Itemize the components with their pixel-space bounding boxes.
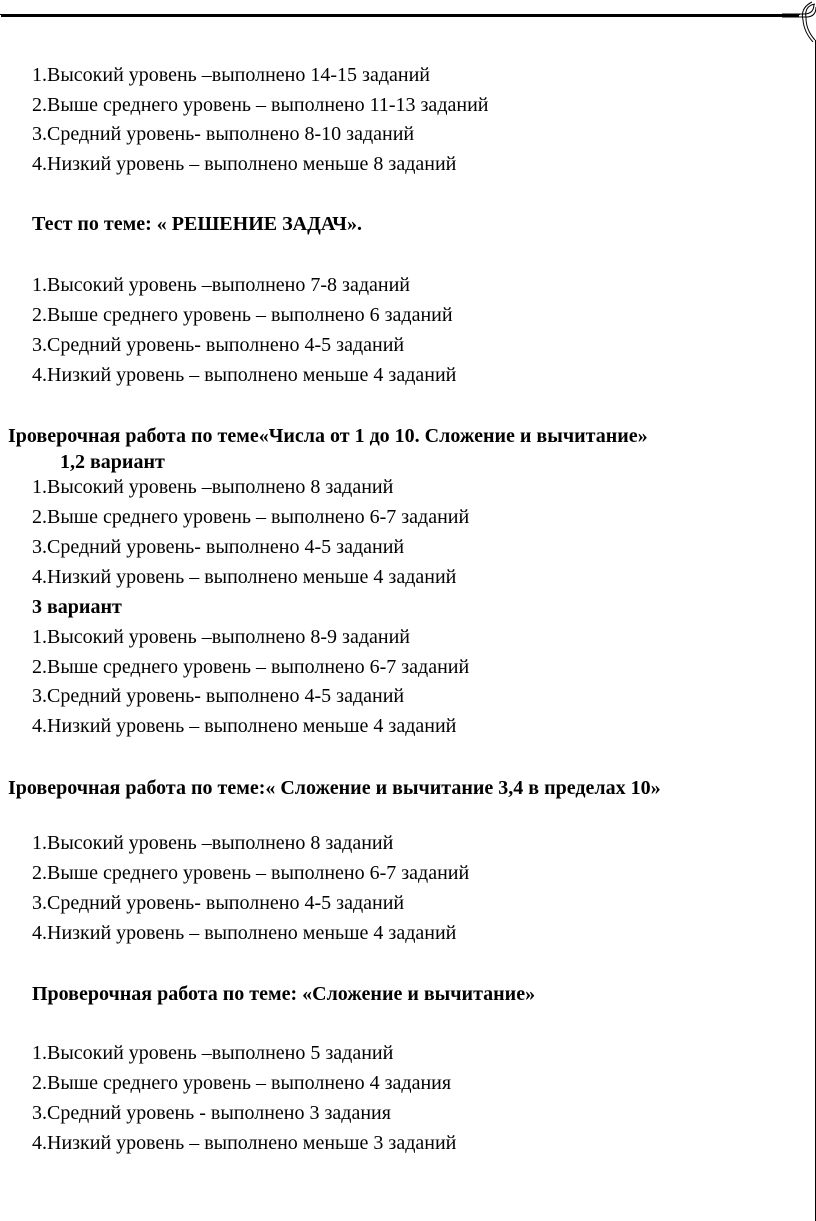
block-2-item-2: 2.Выше среднего уровень – выполнено 6-7 заданий bbox=[32, 506, 470, 528]
block-4-item-2: 2.Выше среднего уровень – выполнено 4 задания bbox=[32, 1072, 452, 1094]
frame-top-border bbox=[0, 0, 800, 15]
block-3-item-4: 4.Низкий уровень – выполнено меньше 4 заданий bbox=[32, 922, 457, 944]
block-0-item-1: 1.Высокий уровень –выполнено 14-15 заданий bbox=[32, 64, 430, 86]
block-1-heading: Тест по теме: « РЕШЕНИЕ ЗАДАЧ». bbox=[32, 213, 362, 235]
block-0-item-3: 3.Средний уровень- выполнено 8-10 заданий bbox=[32, 123, 415, 145]
block-4-item-1: 1.Высокий уровень –выполнено 5 заданий bbox=[32, 1042, 394, 1064]
block-3-heading: Iроверочная работа по теме:« Сложение и вычитание 3,4 в пределах 10» bbox=[8, 777, 661, 799]
block-2-variant-label: 3 вариант bbox=[32, 596, 122, 618]
block-0-item-2: 2.Выше среднего уровень – выполнено 11-13 заданий bbox=[32, 94, 489, 116]
block-2-heading: Iроверочная работа по теме«Числа от 1 до 10. Сложение и вычитание» bbox=[8, 425, 648, 447]
block-4-item-3: 3.Средний уровень - выполнено 3 задания bbox=[32, 1102, 391, 1124]
block-2-variant-item-1: 1.Высокий уровень –выполнено 8-9 заданий bbox=[32, 626, 410, 648]
block-3-item-3: 3.Средний уровень- выполнено 4-5 заданий bbox=[32, 892, 405, 914]
block-0-item-4: 4.Низкий уровень – выполнено меньше 8 заданий bbox=[32, 153, 457, 175]
block-3-item-1: 1.Высокий уровень –выполнено 8 заданий bbox=[32, 832, 394, 854]
block-4-item-4: 4.Низкий уровень – выполнено меньше 3 заданий bbox=[32, 1132, 457, 1154]
block-1-item-2: 2.Выше среднего уровень – выполнено 6 заданий bbox=[32, 304, 453, 326]
block-2-item-3: 3.Средний уровень- выполнено 4-5 заданий bbox=[32, 536, 405, 558]
block-4-heading: Проверочная работа по теме: «Сложение и вычитание» bbox=[32, 983, 536, 1005]
block-1-item-1: 1.Высокий уровень –выполнено 7-8 заданий bbox=[32, 274, 410, 296]
block-2-variant-item-3: 3.Средний уровень- выполнено 4-5 заданий bbox=[32, 685, 405, 707]
block-1-item-3: 3.Средний уровень- выполнено 4-5 заданий bbox=[32, 334, 405, 356]
block-2-item-4: 4.Низкий уровень – выполнено меньше 4 заданий bbox=[32, 566, 457, 588]
block-3-item-2: 2.Выше среднего уровень – выполнено 6-7 заданий bbox=[32, 862, 470, 884]
block-2-variant-item-2: 2.Выше среднего уровень – выполнено 6-7 заданий bbox=[32, 656, 470, 678]
corner-ornament-icon bbox=[782, 0, 816, 42]
block-1-item-4: 4.Низкий уровень – выполнено меньше 4 заданий bbox=[32, 364, 457, 386]
block-2-subheading: 1,2 вариант bbox=[60, 451, 165, 473]
block-2-variant-item-4: 4.Низкий уровень – выполнено меньше 4 заданий bbox=[32, 715, 457, 737]
block-2-item-1: 1.Высокий уровень –выполнено 8 заданий bbox=[32, 476, 394, 498]
